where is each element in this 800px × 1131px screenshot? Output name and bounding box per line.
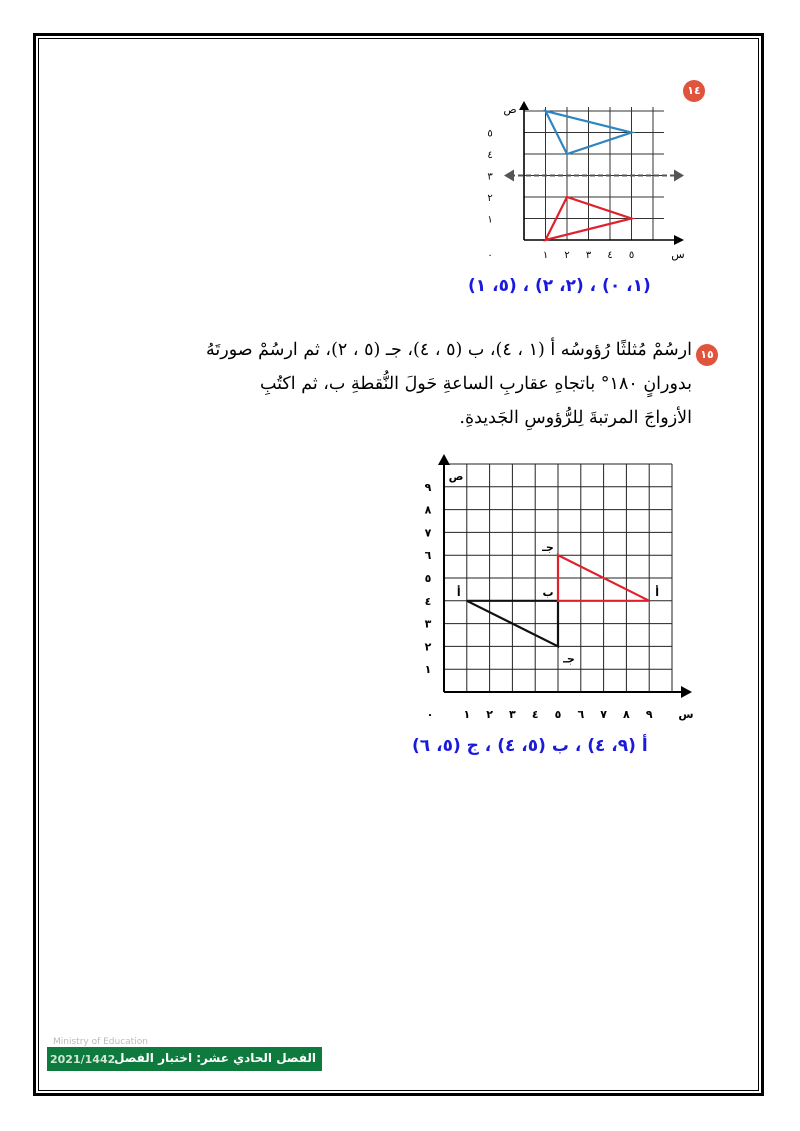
question-15-graph <box>412 470 694 728</box>
question-15-text <box>92 333 692 435</box>
question-15-line-2: بدورانٍ ١٨٠° باتجاهِ عقاربِ الساعةِ حَولَ النُّقطةِ ب، ثم اكتُبِ <box>259 374 692 394</box>
footer-year: 2021/1442 <box>50 1053 116 1066</box>
y-tick-label: ٤ <box>424 594 432 608</box>
y-tick-label: ٥ <box>487 128 493 140</box>
y-tick-label: ١ <box>487 214 493 226</box>
question-14-answer: (١، ٠) ، (٢، ٢) ، (٥، ١) <box>468 276 651 296</box>
y-tick-label: ٨ <box>424 503 432 517</box>
x-tick-label: ٠ <box>426 708 434 721</box>
x-tick-label: ٥ <box>554 708 562 721</box>
y-tick-label: ٦ <box>424 549 432 563</box>
x-axis-label: س <box>671 248 685 261</box>
point-label-c-image: جـ <box>542 541 554 555</box>
x-tick-label: ٤ <box>531 708 539 721</box>
x-tick-label: ٠ <box>487 250 493 261</box>
y-axis-arrow <box>519 101 529 110</box>
x-tick-label: ١ <box>463 708 471 721</box>
footer-watermark: Ministry of Education <box>53 1037 148 1047</box>
y-tick-label: ٢ <box>487 193 493 204</box>
x-tick-label: ٩ <box>645 708 653 721</box>
x-tick-label: ٦ <box>577 708 585 721</box>
x-tick-label: ٤ <box>607 250 613 261</box>
y-tick-label: ١ <box>424 663 432 677</box>
question-15-line-1: ارسُمْ مُثلثًا رُؤوسُه أ (١ ، ٤)، ب (٥ ، ٤)، جـ (٥ ، ٢)، ثم ارسُمْ صورتَهُ <box>205 340 692 360</box>
y-tick-label: ٢ <box>424 640 432 654</box>
y-axis-label: ص <box>448 470 464 483</box>
y-tick-label: ٣ <box>424 617 432 631</box>
question-15-answer: أ (٩، ٤) ، ب (٥، ٤) ، ج (٥، ٦) <box>412 736 648 756</box>
x-axis-arrow <box>681 686 692 698</box>
question-14-number: ١٤ <box>683 80 705 102</box>
x-tick-label: ٣ <box>509 708 516 721</box>
y-tick-label: ٤ <box>487 150 493 161</box>
x-tick-label: ١ <box>542 250 549 261</box>
x-axis-label: س <box>678 708 694 721</box>
y-tick-label: ٥ <box>424 572 432 585</box>
question-15-line-3: الأزواجَ المرتبةَ لِلرُّؤوسِ الجَديدةِ. <box>459 408 692 428</box>
x-tick-label: ٣ <box>585 250 592 261</box>
point-label-a-original: أ <box>456 585 461 599</box>
reflection-line-arrow-left <box>504 170 514 182</box>
question-15-number: ١٥ <box>696 344 718 366</box>
point-label-a-image: أ <box>655 585 660 599</box>
y-axis-label: ص <box>503 103 517 116</box>
point-label-c-original: جـ <box>563 652 575 666</box>
x-tick-label: ٥ <box>628 250 635 261</box>
y-tick-label: ٧ <box>424 526 432 540</box>
point-label-b: ب <box>542 585 554 599</box>
y-tick-label: ٣ <box>487 171 493 183</box>
x-tick-label: ٢ <box>486 708 493 721</box>
x-tick-label: ٧ <box>600 708 607 721</box>
x-tick-label: ٢ <box>564 250 570 261</box>
question-14-graph <box>468 100 685 270</box>
y-tick-label: ٩ <box>424 480 432 494</box>
footer-bar <box>47 1037 322 1071</box>
x-tick-label: ٨ <box>623 708 630 721</box>
footer-chapter: الفصل الحادي عشر: اختبار الفصل <box>114 1051 316 1065</box>
